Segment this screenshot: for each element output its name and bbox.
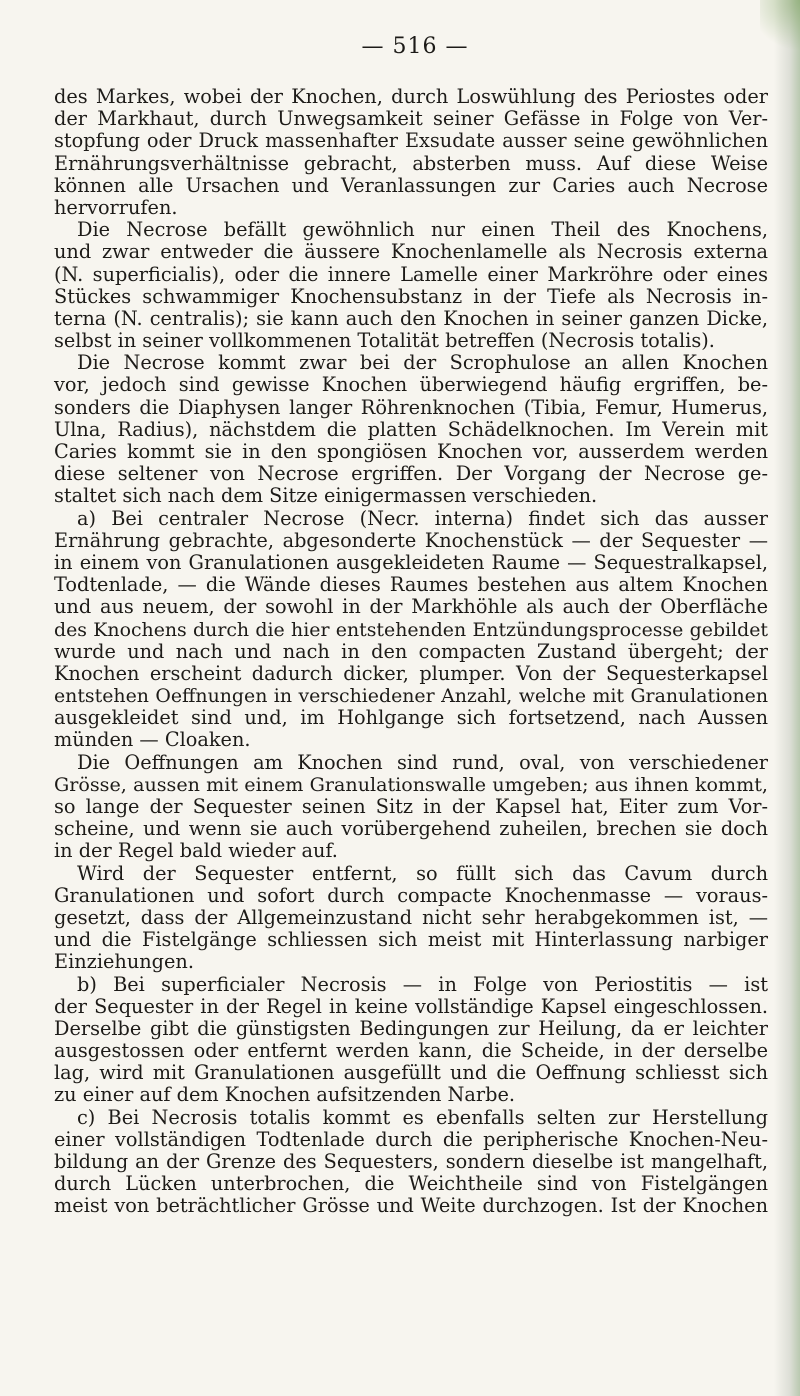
text-line: staltet sich nach dem Sitze einigermassen verschieden. [54, 484, 598, 508]
text-line: Todtenlade, — die Wände dieses Raumes bestehen aus altem Knochen [54, 573, 768, 597]
text-line: c) Bei Necrosis totalis kommt es ebenfalls selten zur Herstellung [77, 1105, 768, 1129]
text-line: a) Bei centraler Necrose (Necr. interna) findet sich das ausser [77, 506, 768, 530]
page-number: — 516 — [361, 34, 469, 59]
text-line: und die Fistelgänge schliessen sich meist mit Hinterlassung narbiger [54, 928, 768, 952]
text-line: (N. superficialis), oder die innere Lamelle einer Markröhre oder eines [54, 262, 768, 286]
text-line: so lange der Sequester seinen Sitz in der Kapsel hat, Eiter zum Vor- [54, 795, 768, 818]
text-line: b) Bei superficialer Necrosis — in Folge von Periostitis — ist [77, 972, 768, 996]
text-line: Ernährungsverhältnisse gebracht, absterben muss. Auf diese Weise [54, 151, 768, 175]
text-line: münden — Cloaken. [54, 728, 251, 752]
text-line: entstehen Oeffnungen in verschiedener Anzahl, welche mit Granulationen [54, 685, 768, 708]
text-line: und zwar entweder die äussere Knochenlamelle als Necrosis externa [54, 240, 768, 264]
text-line: terna (N. centralis); sie kann auch den Knochen in seiner ganzen Dicke, [54, 306, 768, 330]
text-line: hervorrufen. [54, 195, 178, 219]
text-line: des Markes, wobei der Knochen, durch Loswühlung des Periostes oder [54, 85, 768, 108]
text-line: Einziehungen. [54, 950, 194, 974]
text-line: Ulna, Radius), nächstdem die platten Schädelknochen. Im Verein mit [54, 417, 768, 441]
text-line: in einem von Granulationen ausgekleideten Raume — Sequestralkapsel, [54, 550, 768, 574]
text-line: meist von beträchtlicher Grösse und Weite durchzogen. Ist der Knochen [54, 1194, 768, 1218]
text-line: diese seltener von Necrose ergriffen. Der Vorgang der Necrose ge- [54, 462, 768, 486]
body-text [54, 86, 768, 1218]
text-line: der Sequester in der Regel in keine vollständige Kapsel eingeschlossen. [54, 994, 768, 1018]
text-line: Wird der Sequester entfernt, so füllt sich das Cavum durch [77, 861, 768, 885]
text-line: selbst in seiner vollkommenen Totalität betreffen (Necrosis totalis). [54, 329, 715, 353]
text-line: und aus neuem, der sowohl in der Markhöhle als auch der Oberfläche [54, 595, 768, 619]
text-line: wurde und nach und nach in den compacten Zustand übergeht; der [54, 639, 768, 663]
text-line: sonders die Diaphysen langer Röhrenknochen (Tibia, Femur, Humerus, [54, 395, 768, 419]
text-line: Derselbe gibt die günstigsten Bedingungen zur Heilung, da er leichter [54, 1016, 768, 1040]
text-line: Die Necrose befällt gewöhnlich nur einen Theil des Knochens, [77, 218, 768, 242]
text-line: Die Oeffnungen am Knochen sind rund, oval, von verschiedener [77, 750, 768, 774]
text-line: Die Necrose kommt zwar bei der Scrophulose an allen Knochen [77, 351, 768, 375]
text-line: zu einer auf dem Knochen aufsitzenden Narbe. [54, 1083, 516, 1107]
text-line: ausgestossen oder entfernt werden kann, die Scheide, in der derselbe [54, 1039, 768, 1063]
page-edge-shadow [774, 0, 800, 1396]
text-line: scheine, und wenn sie auch vorübergehend zuheilen, brechen sie doch [54, 817, 768, 841]
text-line: Caries kommt sie in den spongiösen Knochen vor, ausserdem werden [54, 440, 768, 463]
text-line: der Markhaut, durch Unwegsamkeit seiner Gefässe in Folge von Ver- [54, 107, 768, 131]
text-line: des Knochens durch die hier entstehenden Entzündungsprocesse gebildet [54, 618, 768, 641]
text-line: gesetzt, dass der Allgemeinzustand nicht sehr herabgekommen ist, — [54, 905, 768, 929]
text-line: Stückes schwammiger Knochensubstanz in der Tiefe als Necrosis in- [54, 284, 768, 308]
text-line: durch Lücken unterbrochen, die Weichtheile sind von Fistelgängen [54, 1172, 768, 1196]
text-line: bildung an der Grenze des Sequesters, sondern dieselbe ist mangelhaft, [54, 1150, 768, 1173]
text-line: stopfung oder Druck massenhafter Exsudate ausser seine gewöhnlichen [54, 129, 768, 153]
text-line: in der Regel bald wieder auf. [54, 839, 338, 863]
text-line: Knochen erscheint dadurch dicker, plumper. Von der Sequesterkapsel [54, 661, 768, 685]
text-line: ausgekleidet sind und, im Hohlgange sich fortsetzend, nach Aussen [54, 706, 768, 730]
text-line: Grösse, aussen mit einem Granulationswalle umgeben; aus ihnen kommt, [54, 772, 768, 796]
text-line: können alle Ursachen und Veranlassungen zur Caries auch Necrose [54, 173, 768, 197]
text-line: Granulationen und sofort durch compacte Knochenmasse — voraus- [54, 883, 768, 907]
text-line: Ernährung gebrachte, abgesonderte Knochenstück — der Sequester — [54, 528, 768, 552]
text-line: lag, wird mit Granulationen ausgefüllt und die Oeffnung schliesst sich [54, 1061, 768, 1085]
text-line: vor, jedoch sind gewisse Knochen überwiegend häufig ergriffen, be- [54, 373, 768, 397]
text-line: einer vollständigen Todtenlade durch die peripherische Knochen-Neu- [54, 1127, 768, 1151]
